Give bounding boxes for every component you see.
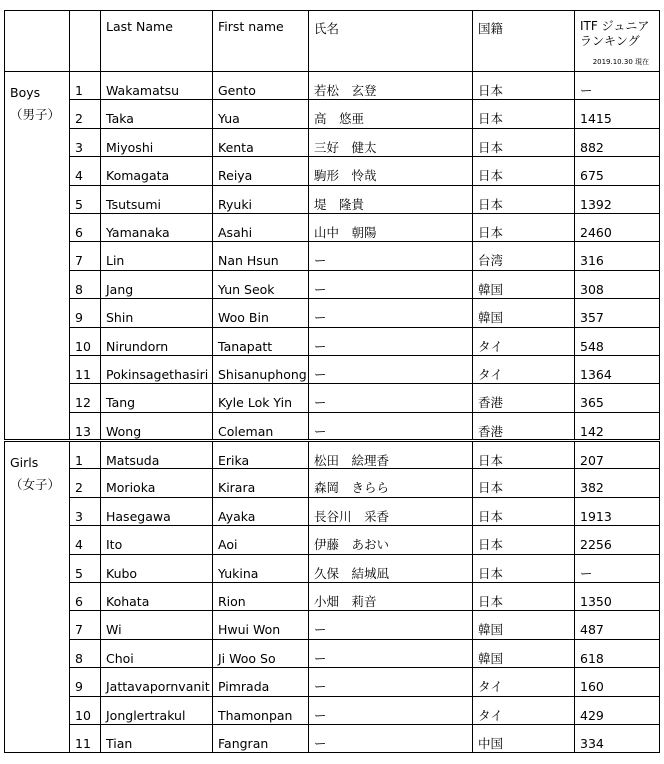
cell-last-name: Tsutsumi	[101, 185, 213, 213]
cell-first-name: Ji Woo So	[213, 639, 309, 667]
cell-number: 8	[70, 639, 101, 667]
table-row	[5, 668, 660, 696]
cell-kanji-name: ー	[309, 639, 473, 667]
cell-last-name: Tang	[101, 384, 213, 412]
cell-first-name: Pimrada	[213, 668, 309, 696]
cell-number: 12	[70, 384, 101, 412]
table-row	[5, 270, 660, 298]
cell-kanji-name: ー	[309, 355, 473, 383]
cell-last-name: Miyoshi	[101, 128, 213, 156]
cell-nationality: 韓国	[473, 639, 575, 667]
header-nationality: 国籍	[473, 11, 575, 72]
cell-nationality: 韓国	[473, 611, 575, 639]
cell-number: 3	[70, 497, 101, 525]
cell-last-name: Wakamatsu	[101, 72, 213, 100]
table-row	[5, 100, 660, 128]
table-row	[5, 441, 660, 469]
cell-last-name: Lin	[101, 242, 213, 270]
cell-first-name: Coleman	[213, 412, 309, 440]
table-row	[5, 185, 660, 213]
cell-ranking: 334	[575, 724, 660, 752]
cell-first-name: Reiya	[213, 157, 309, 185]
header-kanji-name: 氏名	[309, 11, 473, 72]
cell-kanji-name: 山中 朝陽	[309, 213, 473, 241]
cell-number: 10	[70, 696, 101, 724]
cell-kanji-name: ー	[309, 696, 473, 724]
cell-number: 4	[70, 157, 101, 185]
cell-nationality: 日本	[473, 469, 575, 497]
cell-kanji-name: 長谷川 采香	[309, 497, 473, 525]
cell-last-name: Jang	[101, 270, 213, 298]
table-row	[5, 554, 660, 582]
cell-first-name: Nan Hsun	[213, 242, 309, 270]
cell-last-name: Tian	[101, 724, 213, 752]
cell-nationality: 日本	[473, 213, 575, 241]
cell-ranking: 382	[575, 469, 660, 497]
cell-number: 2	[70, 100, 101, 128]
table-row	[5, 526, 660, 554]
cell-last-name: Jonglertrakul	[101, 696, 213, 724]
cell-first-name: Ryuki	[213, 185, 309, 213]
cell-first-name: Gento	[213, 72, 309, 100]
cell-kanji-name: 小畑 莉音	[309, 583, 473, 611]
cell-last-name: Wi	[101, 611, 213, 639]
cell-last-name: Wong	[101, 412, 213, 440]
header-number	[70, 11, 101, 72]
table-row	[5, 157, 660, 185]
cell-kanji-name: ー	[309, 611, 473, 639]
cell-nationality: 中国	[473, 724, 575, 752]
cell-first-name: Woo Bin	[213, 299, 309, 327]
cell-kanji-name: ー	[309, 327, 473, 355]
cell-last-name: Kubo	[101, 554, 213, 582]
table-row	[5, 213, 660, 241]
table-row	[5, 355, 660, 383]
cell-first-name: Fangran	[213, 724, 309, 752]
cell-first-name: Ayaka	[213, 497, 309, 525]
cell-kanji-name: 松田 絵理香	[309, 441, 473, 469]
cell-last-name: Nirundorn	[101, 327, 213, 355]
cell-kanji-name: ー	[309, 270, 473, 298]
cell-number: 3	[70, 128, 101, 156]
cell-first-name: Tanapatt	[213, 327, 309, 355]
roster-table-wrapper	[4, 10, 659, 753]
cell-kanji-name: ー	[309, 299, 473, 327]
header-first-name: First name	[213, 11, 309, 72]
cell-nationality: 日本	[473, 526, 575, 554]
cell-number: 7	[70, 611, 101, 639]
cell-kanji-name: ー	[309, 724, 473, 752]
cell-kanji-name: 久保 結城凪	[309, 554, 473, 582]
cell-number: 5	[70, 554, 101, 582]
cell-nationality: 日本	[473, 157, 575, 185]
cell-nationality: 日本	[473, 497, 575, 525]
cell-first-name: Yun Seok	[213, 270, 309, 298]
cell-ranking: 160	[575, 668, 660, 696]
cell-number: 11	[70, 724, 101, 752]
cell-nationality: タイ	[473, 327, 575, 355]
boys-group-label	[5, 72, 70, 441]
cell-ranking: 308	[575, 270, 660, 298]
cell-first-name: Thamonpan	[213, 696, 309, 724]
cell-number: 7	[70, 242, 101, 270]
header-group	[5, 11, 70, 72]
cell-ranking: 2256	[575, 526, 660, 554]
header-last-name: Last Name	[101, 11, 213, 72]
cell-first-name: Rion	[213, 583, 309, 611]
header-ranking	[575, 11, 660, 72]
cell-ranking: 2460	[575, 213, 660, 241]
cell-kanji-name: ー	[309, 384, 473, 412]
cell-first-name: Asahi	[213, 213, 309, 241]
cell-ranking: 882	[575, 128, 660, 156]
cell-first-name: Erika	[213, 441, 309, 469]
cell-ranking: 675	[575, 157, 660, 185]
cell-nationality: 日本	[473, 185, 575, 213]
table-row	[5, 384, 660, 412]
cell-first-name: Kirara	[213, 469, 309, 497]
table-row	[5, 611, 660, 639]
cell-nationality: 日本	[473, 441, 575, 469]
cell-ranking: 316	[575, 242, 660, 270]
cell-kanji-name: 三好 健太	[309, 128, 473, 156]
cell-nationality: 日本	[473, 128, 575, 156]
cell-last-name: Taka	[101, 100, 213, 128]
cell-number: 6	[70, 583, 101, 611]
cell-ranking: 487	[575, 611, 660, 639]
cell-last-name: Yamanaka	[101, 213, 213, 241]
cell-ranking: 365	[575, 384, 660, 412]
cell-nationality: 日本	[473, 583, 575, 611]
cell-nationality: 香港	[473, 384, 575, 412]
cell-kanji-name: 高 悠亜	[309, 100, 473, 128]
cell-kanji-name: ー	[309, 412, 473, 440]
table-row	[5, 242, 660, 270]
cell-ranking: 429	[575, 696, 660, 724]
cell-kanji-name: ー	[309, 242, 473, 270]
cell-number: 9	[70, 299, 101, 327]
girls-group-label	[5, 441, 70, 753]
cell-number: 2	[70, 469, 101, 497]
table-row	[5, 696, 660, 724]
table-row	[5, 469, 660, 497]
cell-nationality: 日本	[473, 554, 575, 582]
cell-nationality: 韓国	[473, 270, 575, 298]
cell-last-name: Matsuda	[101, 441, 213, 469]
cell-number: 8	[70, 270, 101, 298]
cell-last-name: Shin	[101, 299, 213, 327]
cell-last-name: Pokinsagethasiri	[101, 355, 213, 383]
cell-ranking: 1913	[575, 497, 660, 525]
table-row	[5, 497, 660, 525]
cell-first-name: Shisanuphong	[213, 355, 309, 383]
cell-first-name: Kenta	[213, 128, 309, 156]
cell-last-name: Komagata	[101, 157, 213, 185]
cell-ranking: 1350	[575, 583, 660, 611]
cell-kanji-name: 堤 隆貴	[309, 185, 473, 213]
cell-number: 1	[70, 72, 101, 100]
cell-kanji-name: 伊藤 あおい	[309, 526, 473, 554]
cell-nationality: 日本	[473, 72, 575, 100]
cell-number: 9	[70, 668, 101, 696]
cell-number: 4	[70, 526, 101, 554]
girls-label-en: Girls	[10, 455, 39, 471]
cell-last-name: Hasegawa	[101, 497, 213, 525]
cell-first-name: Yua	[213, 100, 309, 128]
cell-ranking: 1415	[575, 100, 660, 128]
cell-ranking: 357	[575, 299, 660, 327]
cell-kanji-name: 駒形 怜哉	[309, 157, 473, 185]
cell-nationality: タイ	[473, 696, 575, 724]
cell-ranking: 1392	[575, 185, 660, 213]
cell-nationality: 日本	[473, 100, 575, 128]
cell-ranking: 618	[575, 639, 660, 667]
cell-ranking: 1364	[575, 355, 660, 383]
cell-kanji-name: ー	[309, 668, 473, 696]
cell-kanji-name: 森岡 きらら	[309, 469, 473, 497]
table-row	[5, 128, 660, 156]
boys-label-jp: （男子）	[10, 107, 61, 122]
cell-ranking: 548	[575, 327, 660, 355]
header-row	[5, 11, 660, 72]
cell-ranking: ー	[575, 554, 660, 582]
cell-number: 1	[70, 441, 101, 469]
cell-number: 6	[70, 213, 101, 241]
cell-number: 5	[70, 185, 101, 213]
header-ranking-line1: ITF ジュニア	[580, 19, 650, 33]
table-row	[5, 299, 660, 327]
cell-nationality: タイ	[473, 668, 575, 696]
cell-nationality: 香港	[473, 412, 575, 440]
table-row	[5, 639, 660, 667]
table-row	[5, 724, 660, 752]
girls-label-jp: （女子）	[10, 477, 61, 493]
cell-kanji-name: 若松 玄登	[309, 72, 473, 100]
cell-first-name: Yukina	[213, 554, 309, 582]
table-row	[5, 412, 660, 440]
cell-first-name: Kyle Lok Yin	[213, 384, 309, 412]
cell-last-name: Kohata	[101, 583, 213, 611]
cell-ranking: 207	[575, 441, 660, 469]
cell-ranking: ー	[575, 72, 660, 100]
header-ranking-line2: ランキング	[580, 34, 640, 48]
cell-nationality: 韓国	[473, 299, 575, 327]
cell-last-name: Choi	[101, 639, 213, 667]
header-ranking-date: 2019.10.30 現在	[592, 58, 649, 66]
roster-body	[5, 72, 660, 753]
cell-number: 10	[70, 327, 101, 355]
cell-nationality: タイ	[473, 355, 575, 383]
cell-first-name: Aoi	[213, 526, 309, 554]
table-row	[5, 583, 660, 611]
cell-number: 11	[70, 355, 101, 383]
cell-last-name: Morioka	[101, 469, 213, 497]
cell-ranking: 142	[575, 412, 660, 440]
boys-label-en: Boys	[10, 85, 41, 100]
cell-first-name: Hwui Won	[213, 611, 309, 639]
cell-nationality: 台湾	[473, 242, 575, 270]
table-row	[5, 327, 660, 355]
cell-number: 13	[70, 412, 101, 440]
cell-last-name: Ito	[101, 526, 213, 554]
player-roster-table	[4, 10, 660, 753]
table-row	[5, 72, 660, 100]
cell-last-name: Jattavapornvanit	[101, 668, 213, 696]
